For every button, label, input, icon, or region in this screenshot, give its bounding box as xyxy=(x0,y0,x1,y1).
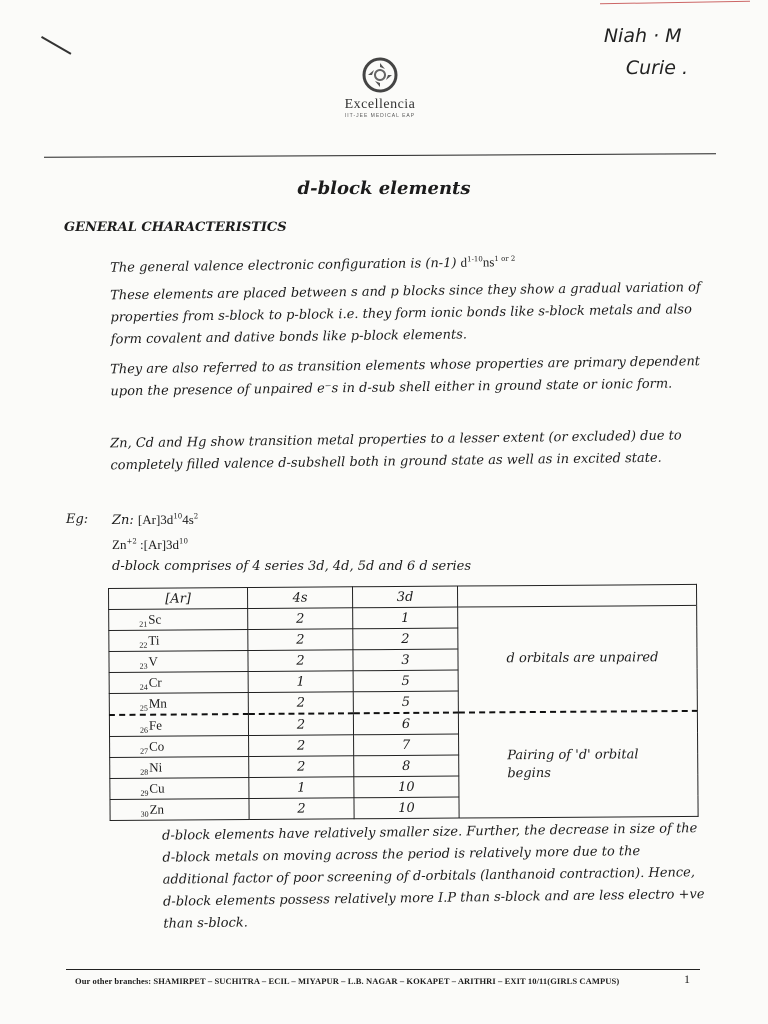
note-unpaired: d orbitals are unpaired xyxy=(458,605,698,712)
3d-cell: 1 xyxy=(353,607,458,629)
3d-cell: 7 xyxy=(354,734,459,756)
config-text: The general valence electronic configuration is (n-1) xyxy=(110,255,461,276)
element-symbol: Zn xyxy=(149,801,165,817)
header-divider xyxy=(44,153,716,158)
paragraph-size-text: d-block elements have relatively smaller size. Further, the decrease in size of the d-block metals on moving across the period is relatively more due to the additional factor of poor screening of d-orbitals (lanthanoid contraction). Hence, d-block elements possess relatively more I.P than s-block and are less electro +ve than s-block. xyxy=(162,821,705,932)
paragraph-exceptions-text: Zn, Cd and Hg show transition metal properties to a lesser extent (or excluded) due to completely filled valence d-subshell both in ground state as well as in excited state. xyxy=(110,428,682,474)
table-row xyxy=(109,605,697,630)
atomic-number: 23 xyxy=(139,661,148,671)
swirl-logo-icon xyxy=(360,55,400,95)
4s-cell: 1 xyxy=(249,777,354,799)
4s-cell: 2 xyxy=(248,650,353,672)
element-symbol: Ni xyxy=(149,759,163,775)
paragraph-size xyxy=(66,818,707,937)
element-symbol: Co xyxy=(149,738,165,754)
element-symbol: Sc xyxy=(148,611,162,627)
atomic-number: 24 xyxy=(139,682,148,692)
3d-cell: 10 xyxy=(354,797,459,819)
table-row xyxy=(109,711,697,737)
section-heading: GENERAL CHARACTERISTICS xyxy=(64,220,287,235)
example-zn-sup2: 2 xyxy=(193,512,199,521)
example-line-3: d-block comprises of 4 series 3d, 4d, 5d and 6 d series xyxy=(112,559,471,574)
footer-divider xyxy=(66,969,700,970)
element-cell xyxy=(110,736,249,758)
element-cell xyxy=(109,714,248,736)
edge-line xyxy=(600,1,750,5)
example-zn-prefix: Zn: xyxy=(112,513,138,528)
table-header-cell: 4s xyxy=(248,587,353,609)
paragraph-placement-text: These elements are placed between s and p blocks since they show a gradual variation of properties from s-block to p-block i.e. they form ionic bonds like s-block metals and also form covalent and dative bonds like p-block elements. xyxy=(110,280,701,348)
config-ns-sup: 1 or 2 xyxy=(494,254,516,264)
note-pairing: Pairing of 'd' orbital begins xyxy=(458,711,698,818)
example-zn-sup1: 10 xyxy=(173,512,183,521)
element-cell xyxy=(110,799,249,821)
4s-cell: 1 xyxy=(248,671,353,693)
paragraph-exceptions xyxy=(66,425,707,478)
atomic-number: 30 xyxy=(140,809,149,819)
element-symbol: Ti xyxy=(148,632,160,648)
example-ion-base: Zn xyxy=(112,537,127,552)
paragraph-transition-text: They are also referred to as transition elements whose properties are primary dependent upon the presence of unpaired e⁻s in d-sub shell either in ground state or ionic form. xyxy=(110,354,701,400)
atomic-number: 27 xyxy=(140,746,149,756)
element-cell xyxy=(109,651,248,673)
element-symbol: Mn xyxy=(148,695,167,711)
handwritten-signature xyxy=(604,20,688,84)
atomic-number: 28 xyxy=(140,767,149,777)
paragraph-config xyxy=(66,245,706,280)
logo xyxy=(320,55,440,119)
element-cell xyxy=(109,609,248,631)
brand-name: Excellencia xyxy=(344,97,416,112)
example-label: Eg: xyxy=(66,512,89,527)
4s-cell: 2 xyxy=(248,629,353,651)
4s-cell: 2 xyxy=(248,608,353,630)
3d-cell: 6 xyxy=(353,713,458,735)
pen-mark xyxy=(41,36,71,55)
example-line-2 xyxy=(112,537,188,553)
element-symbol: V xyxy=(148,653,158,669)
element-cell xyxy=(110,757,249,779)
3d-cell: 3 xyxy=(353,649,458,671)
element-cell xyxy=(110,778,249,800)
4s-cell: 2 xyxy=(248,713,353,735)
example-zn-config: [Ar]3d xyxy=(137,512,174,527)
brand-tagline: IIT-JEE MEDICAL EAP xyxy=(344,113,416,119)
3d-cell: 10 xyxy=(354,776,459,798)
example-ion-config: :[Ar]3d xyxy=(136,537,180,552)
table-header-blank xyxy=(457,584,696,607)
config-d-sup: 1-10 xyxy=(467,255,483,264)
4s-cell: 2 xyxy=(249,735,354,757)
config-d: d xyxy=(460,254,468,270)
signature-line-1: Niah · M xyxy=(603,25,682,47)
element-symbol: Cr xyxy=(148,674,162,690)
4s-cell: 2 xyxy=(249,756,354,778)
config-ns: ns xyxy=(482,254,495,270)
example-ion-charge: +2 xyxy=(126,537,137,546)
footer-branches: Our other branches: SHAMIRPET – SUCHITRA – ECIL – MIYAPUR – L.B. NAGAR – KOKAPET – ARITHRI – EXIT 10/11(GIRLS CAMPUS) xyxy=(75,976,620,986)
element-cell xyxy=(109,672,248,694)
atomic-number: 29 xyxy=(140,788,149,798)
page-number: 1 xyxy=(684,972,690,986)
electron-config-table xyxy=(108,584,699,821)
atomic-number: 26 xyxy=(139,725,149,735)
table-header-cell: [Ar] xyxy=(109,588,248,610)
element-cell xyxy=(109,693,248,715)
page-title: d-block elements xyxy=(297,178,471,199)
3d-cell: 2 xyxy=(353,628,458,650)
table-header-cell: 3d xyxy=(352,586,457,608)
4s-cell: 2 xyxy=(248,692,353,714)
atomic-number: 21 xyxy=(139,619,148,629)
example-line-1 xyxy=(112,512,198,528)
signature-line-2: Curie . xyxy=(625,57,688,79)
atomic-number: 22 xyxy=(139,640,148,650)
3d-cell: 5 xyxy=(353,670,458,692)
3d-cell: 8 xyxy=(354,755,459,777)
4s-cell: 2 xyxy=(249,798,354,820)
3d-cell: 5 xyxy=(353,691,458,713)
example-zn-mid: 4s xyxy=(182,512,194,527)
paragraph-placement xyxy=(66,277,707,352)
element-symbol: Cu xyxy=(149,780,165,796)
paragraph-transition xyxy=(66,351,707,404)
atomic-number: 25 xyxy=(139,703,148,713)
element-cell xyxy=(109,630,248,652)
element-symbol: Fe xyxy=(148,717,163,733)
example-ion-sup: 10 xyxy=(179,537,188,546)
